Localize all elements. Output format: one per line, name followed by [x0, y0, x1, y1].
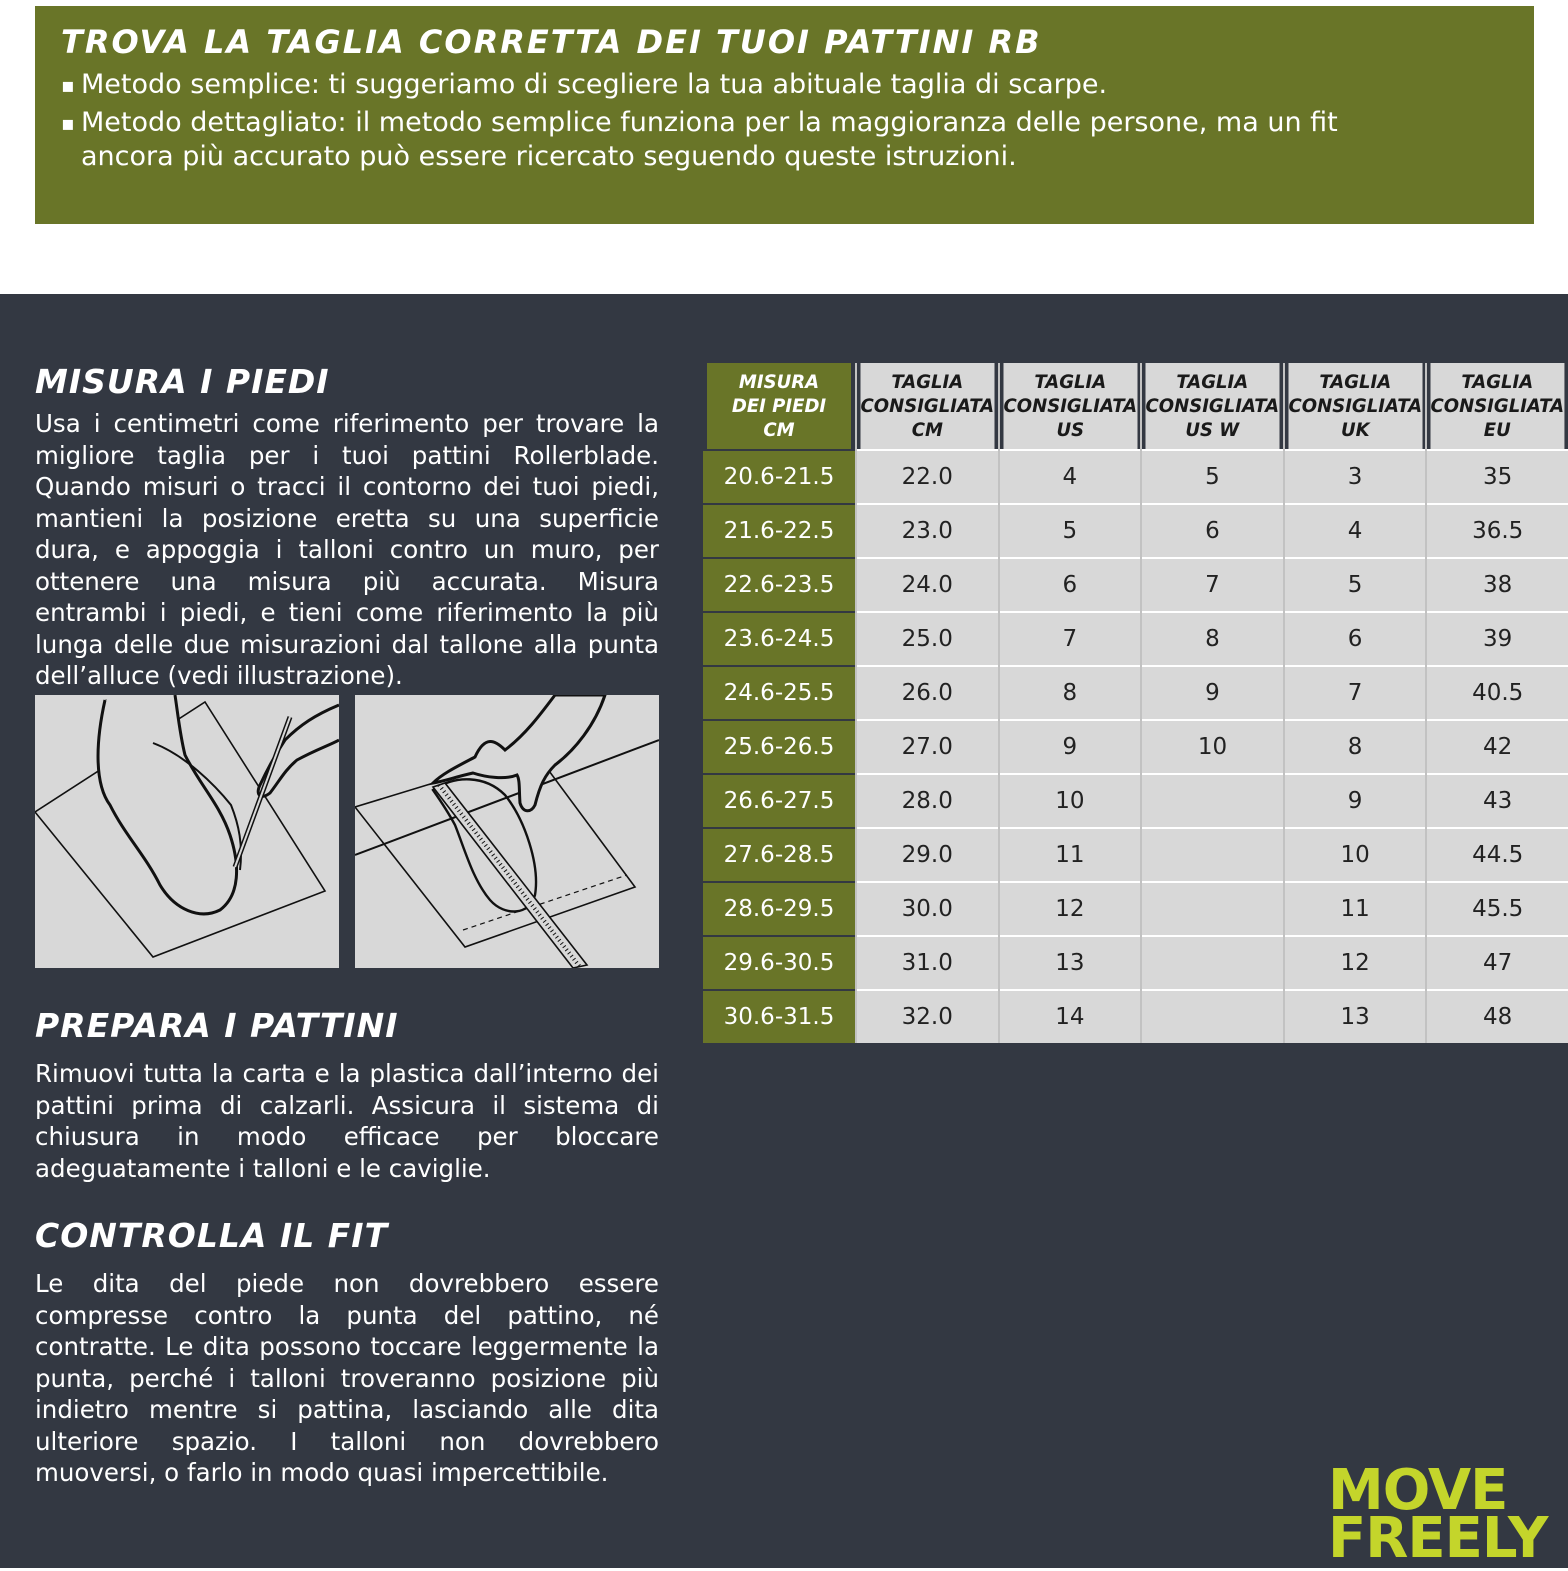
cell-size-us: 8 [999, 666, 1142, 720]
cell-size-eu: 43 [1426, 774, 1568, 828]
table-row [703, 504, 1568, 558]
cell-size-uk: 5 [1284, 558, 1427, 612]
cell-size-cm: 24.0 [856, 558, 999, 612]
cell-size-us-w: 8 [1141, 612, 1284, 666]
cell-foot-cm: 20.6-21.5 [703, 450, 856, 504]
cell-foot-cm: 26.6-27.5 [703, 774, 856, 828]
table-row [703, 936, 1568, 990]
cell-foot-cm: 28.6-29.5 [703, 882, 856, 936]
cell-size-cm: 30.0 [856, 882, 999, 936]
cell-size-us-w [1141, 774, 1284, 828]
header-size-us: TAGLIA CONSIGLIATA US [1002, 363, 1137, 450]
header-foot-size-cm: MISURA DEI PIEDI CM [707, 363, 852, 450]
cell-size-us: 5 [999, 504, 1142, 558]
cell-size-uk: 13 [1284, 990, 1427, 1043]
prepare-skates-title: PREPARA I PATTINI [35, 1006, 399, 1045]
check-fit-title: CONTROLLA IL FIT [35, 1216, 389, 1255]
table-row [703, 612, 1568, 666]
size-chart-table [703, 363, 1568, 1043]
cell-size-us-w: 10 [1141, 720, 1284, 774]
table-row [703, 990, 1568, 1043]
cell-size-uk: 12 [1284, 936, 1427, 990]
cell-size-us-w [1141, 936, 1284, 990]
measure-feet-title: MISURA I PIEDI [35, 362, 330, 401]
cell-size-cm: 29.0 [856, 828, 999, 882]
header-size-uk: TAGLIA CONSIGLIATA UK [1287, 363, 1422, 450]
cell-size-cm: 23.0 [856, 504, 999, 558]
cell-size-us: 6 [999, 558, 1142, 612]
cell-size-us-w [1141, 882, 1284, 936]
cell-size-cm: 26.0 [856, 666, 999, 720]
logo-line-2: FREELY [1328, 1506, 1548, 1571]
cell-size-cm: 32.0 [856, 990, 999, 1043]
cell-size-us: 11 [999, 828, 1142, 882]
foot-tracing-illustration [35, 695, 339, 968]
table-row [703, 828, 1568, 882]
cell-foot-cm: 22.6-23.5 [703, 558, 856, 612]
measure-feet-text: Usa i centimetri come riferimento per trovare la migliore taglia per i tuoi pattini Rollerblade. Quando misuri o tracci il contorno dei tuoi piedi, mantieni la posizione eretta su una superficie dura, e appoggia i talloni contro un muro, per ottenere una misura più accurata. Misura entrambi i piedi, e tieni come riferimento la più lunga delle due misurazioni dal tallone alla punta dell’alluce (vedi illustrazione). [35, 409, 659, 690]
cell-size-cm: 25.0 [856, 612, 999, 666]
cell-size-cm: 28.0 [856, 774, 999, 828]
cell-foot-cm: 30.6-31.5 [703, 990, 856, 1043]
move-freely-logo [1328, 1458, 1548, 1571]
cell-size-cm: 27.0 [856, 720, 999, 774]
cell-size-eu: 36.5 [1426, 504, 1568, 558]
cell-size-us: 14 [999, 990, 1142, 1043]
cell-foot-cm: 27.6-28.5 [703, 828, 856, 882]
cell-size-eu: 39 [1426, 612, 1568, 666]
cell-size-uk: 11 [1284, 882, 1427, 936]
intro-banner [35, 6, 1534, 224]
cell-size-eu: 44.5 [1426, 828, 1568, 882]
check-fit-block [35, 1216, 659, 1489]
cell-size-eu: 48 [1426, 990, 1568, 1043]
cell-size-uk: 10 [1284, 828, 1427, 882]
check-fit-text: Le dita del piede non dovrebbero essere compresse contro la punta del pattino, né contratte. Le dita possono toccare leggermente la punta, perché i talloni troveranno posizione più indietro mentre si pattina, lasciando alle dita ulteriore spazio. I talloni non dovrebbero muoversi, o farlo in modo quasi impercettibile. [35, 1269, 659, 1487]
prepare-skates-text: Rimuovi tutta la carta e la plastica dall’interno dei pattini prima di calzarli. Assicura il sistema di chiusura in modo efficace per bloccare adeguatamente i talloni e le caviglie. [35, 1059, 659, 1183]
cell-size-uk: 8 [1284, 720, 1427, 774]
cell-size-uk: 4 [1284, 504, 1427, 558]
cell-size-us: 9 [999, 720, 1142, 774]
cell-size-us-w: 7 [1141, 558, 1284, 612]
cell-size-uk: 7 [1284, 666, 1427, 720]
cell-size-us-w [1141, 828, 1284, 882]
cell-size-us-w: 9 [1141, 666, 1284, 720]
table-row [703, 882, 1568, 936]
logo-line-1: MOVE [1328, 1458, 1508, 1523]
cell-foot-cm: 24.6-25.5 [703, 666, 856, 720]
size-guide-section [0, 294, 1568, 1571]
header-size-cm: TAGLIA CONSIGLIATA CM [860, 363, 995, 450]
table-row [703, 774, 1568, 828]
cell-size-cm: 22.0 [856, 450, 999, 504]
prepare-skates-block [35, 1006, 659, 1184]
cell-size-cm: 31.0 [856, 936, 999, 990]
cell-size-uk: 9 [1284, 774, 1427, 828]
cell-size-us: 7 [999, 612, 1142, 666]
table-row [703, 720, 1568, 774]
cell-foot-cm: 29.6-30.5 [703, 936, 856, 990]
header-size-eu: TAGLIA CONSIGLIATA EU [1430, 363, 1565, 450]
header-size-us-w: TAGLIA CONSIGLIATA US W [1145, 363, 1280, 450]
cell-size-us-w [1141, 990, 1284, 1043]
cell-size-eu: 40.5 [1426, 666, 1568, 720]
cell-size-us-w: 6 [1141, 504, 1284, 558]
cell-size-us: 12 [999, 882, 1142, 936]
measure-feet-block [35, 362, 659, 692]
cell-size-us: 10 [999, 774, 1142, 828]
cell-size-us: 4 [999, 450, 1142, 504]
table-row [703, 558, 1568, 612]
table-header-row [703, 363, 1568, 450]
cell-size-us-w: 5 [1141, 450, 1284, 504]
bullet-detailed-method: ▪ Metodo dettagliato: il metodo semplice funziona per la maggioranza delle persone, ma un fit ancora più accurato può essere ricercato seguendo queste istruzioni. [61, 106, 1508, 174]
cell-size-us: 13 [999, 936, 1142, 990]
cell-foot-cm: 23.6-24.5 [703, 612, 856, 666]
cell-size-eu: 38 [1426, 558, 1568, 612]
foot-measuring-illustration [355, 695, 659, 968]
cell-size-eu: 47 [1426, 936, 1568, 990]
table-row [703, 666, 1568, 720]
table-row [703, 450, 1568, 504]
cell-size-eu: 42 [1426, 720, 1568, 774]
cell-size-eu: 45.5 [1426, 882, 1568, 936]
banner-title: TROVA LA TAGLIA CORRETTA DEI TUOI PATTINI RB [61, 23, 1042, 61]
cell-foot-cm: 25.6-26.5 [703, 720, 856, 774]
cell-size-uk: 6 [1284, 612, 1427, 666]
cell-size-eu: 35 [1426, 450, 1568, 504]
bullet-simple-method: ▪ Metodo semplice: ti suggeriamo di scegliere la tua abituale taglia di scarpe. [61, 68, 1508, 102]
cell-foot-cm: 21.6-22.5 [703, 504, 856, 558]
cell-size-uk: 3 [1284, 450, 1427, 504]
